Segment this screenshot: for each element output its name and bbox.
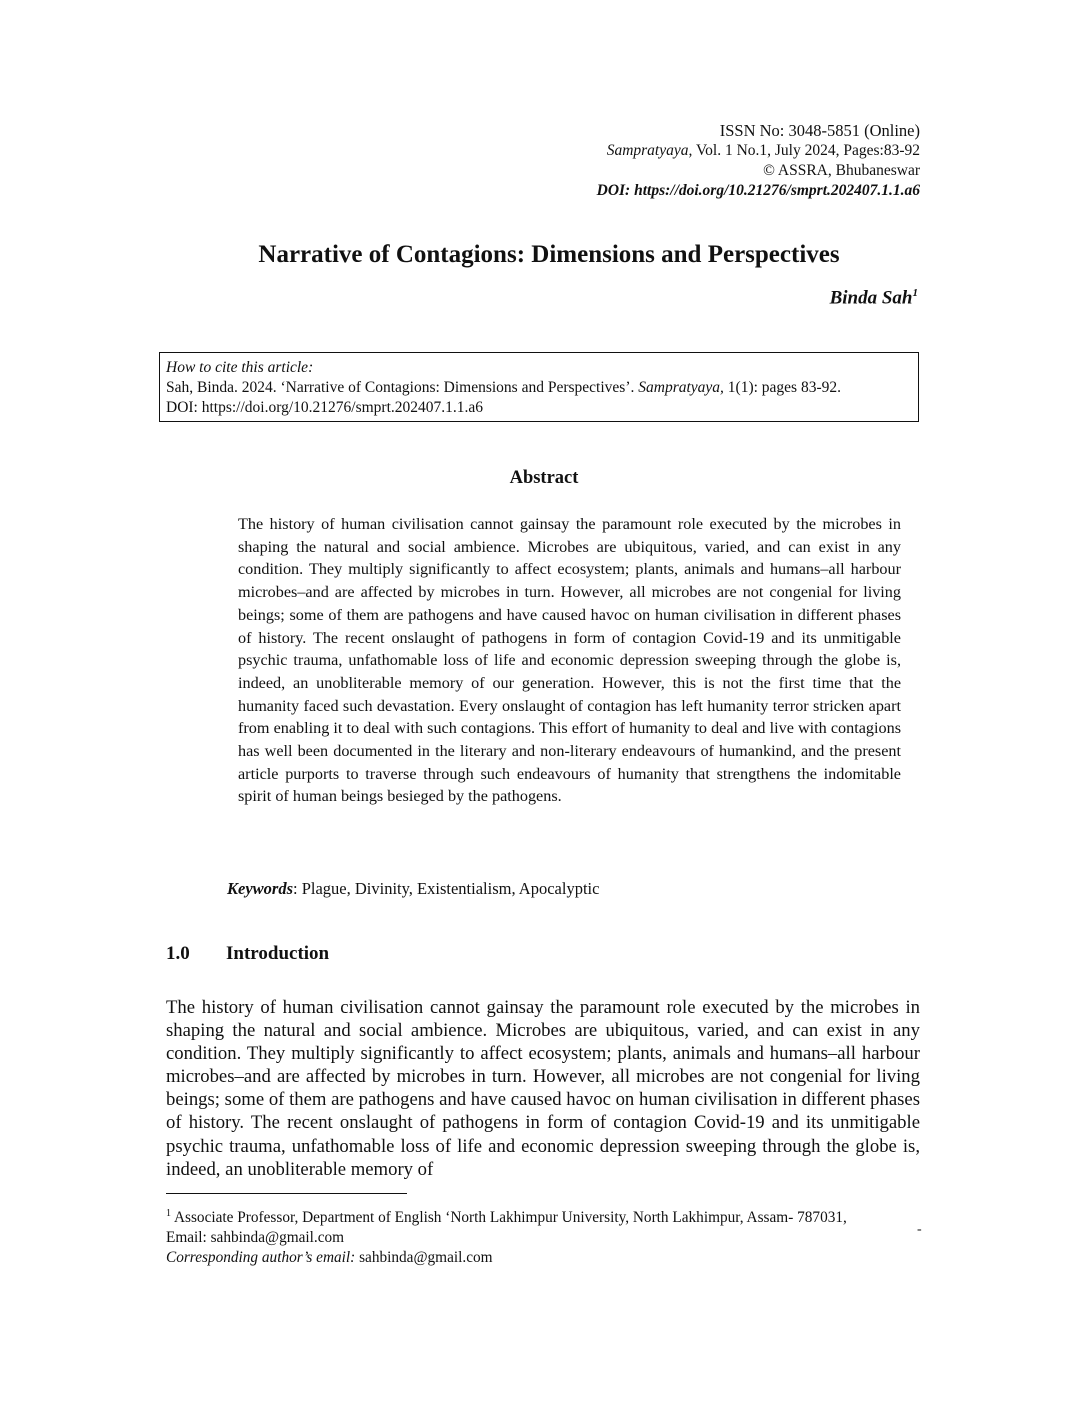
citation-text-before: Sah, Binda. 2024. ‘Narrative of Contagions: Dimensions and Perspectives’. <box>166 379 639 396</box>
citation-box <box>159 352 919 422</box>
corresponding-email: sahbinda@gmail.com <box>355 1249 493 1267</box>
introduction-body: The history of human civilisation cannot gainsay the paramount role executed by the microbes in shaping the natural and social ambience. Microbes are ubiquitous, varied, and can exist in any condition. They multiply significantly to affect ecosystem; plants, animals and humans–all harbour microbes–and are affected by microbes in turn. However, all microbes are not congenial for living beings; some of them are pathogens and have caused havoc on human civilisation in different phases of history. The recent onslaught of pathogens in form of contagion Covid-19 and its unmitigable psychic trauma, unfathomable loss of life and economic depression sweeping through the globe is, indeed, an unobliterable memory of <box>166 997 920 1180</box>
citation-doi: DOI: https://doi.org/10.21276/smprt.202407.1.1.a6 <box>166 399 484 416</box>
header-doi: DOI: https://doi.org/10.21276/smprt.202407.1.1.a6 <box>596 182 920 199</box>
article-title: Narrative of Contagions: Dimensions and Perspectives <box>258 241 840 268</box>
keywords <box>227 879 599 899</box>
corresponding-email-line <box>166 1248 926 1268</box>
journal-name: Sampratyaya, <box>606 142 693 159</box>
author <box>830 287 918 309</box>
footnote-email: Email: sahbinda@gmail.com <box>166 1229 345 1247</box>
introduction <box>166 996 920 1181</box>
section-number: 1.0 <box>166 943 190 964</box>
footnote-mark: 1 <box>166 1208 171 1219</box>
abstract-body: The history of human civilisation cannot gainsay the paramount role executed by the microbes in shaping the natural and social ambience. Microbes are ubiquitous, varied, and can exist in any condition. They multiply significantly to affect ecosystem; plants, animals and humans–all harbour microbes–and are affected by microbes in turn. However, all microbes are not congenial for living beings; some of them are pathogens and have caused havoc on human civilisation in different phases of history. The recent onslaught of pathogens in form of contagion Covid-19 and its unmitigable psychic trauma, unfathomable loss of life and economic depression sweeping through the globe is, indeed, an unobliterable memory of our generation. However, this is not the first time that the humanity faced such devastation. Every onslaught of contagion has left humanity terror stricken apart from enabling it to deal with such contagions. This effort of humanity to deal and live with contagions has well been documented in the literary and non-literary endeavours of humankind, and the present article purports to traverse through such endeavours of humanity that strengthens the indomitable spirit of human beings besieged by the pathogens. <box>238 515 901 806</box>
journal-details: Vol. 1 No.1, July 2024, Pages:83-92 <box>692 142 920 159</box>
footnote-rule <box>166 1193 407 1194</box>
publisher: © ASSRA, Bhubaneswar <box>763 162 920 179</box>
keywords-values: : Plague, Divinity, Existentialism, Apocalyptic <box>293 879 600 898</box>
issn: ISSN No: 3048-5851 (Online) <box>719 121 920 140</box>
footnote-trailing-mark: - <box>917 1222 922 1237</box>
abstract <box>238 513 901 808</box>
citation-journal: Sampratyaya, <box>638 379 724 396</box>
footnote <box>166 1204 926 1268</box>
author-name: Binda Sah <box>829 287 913 309</box>
journal-info <box>597 141 920 161</box>
footnote-affiliation-text: Associate Professor, Department of English ‘North Lakhimpur University, North Lakhimpur, Assam- 787031, <box>171 1209 847 1227</box>
abstract-heading: Abstract <box>509 468 579 488</box>
citation-label: How to cite this article: <box>166 359 314 376</box>
author-footnote-mark: 1 <box>912 287 918 299</box>
journal-header <box>597 121 920 201</box>
citation-text <box>166 378 912 398</box>
keywords-label: Keywords <box>227 879 293 898</box>
citation-text-after: 1(1): pages 83-92. <box>723 379 842 396</box>
footnote-affiliation <box>166 1204 926 1228</box>
corresponding-label: Corresponding author’s email: <box>166 1249 356 1267</box>
section-heading <box>166 943 329 965</box>
section-title: Introduction <box>226 943 330 964</box>
